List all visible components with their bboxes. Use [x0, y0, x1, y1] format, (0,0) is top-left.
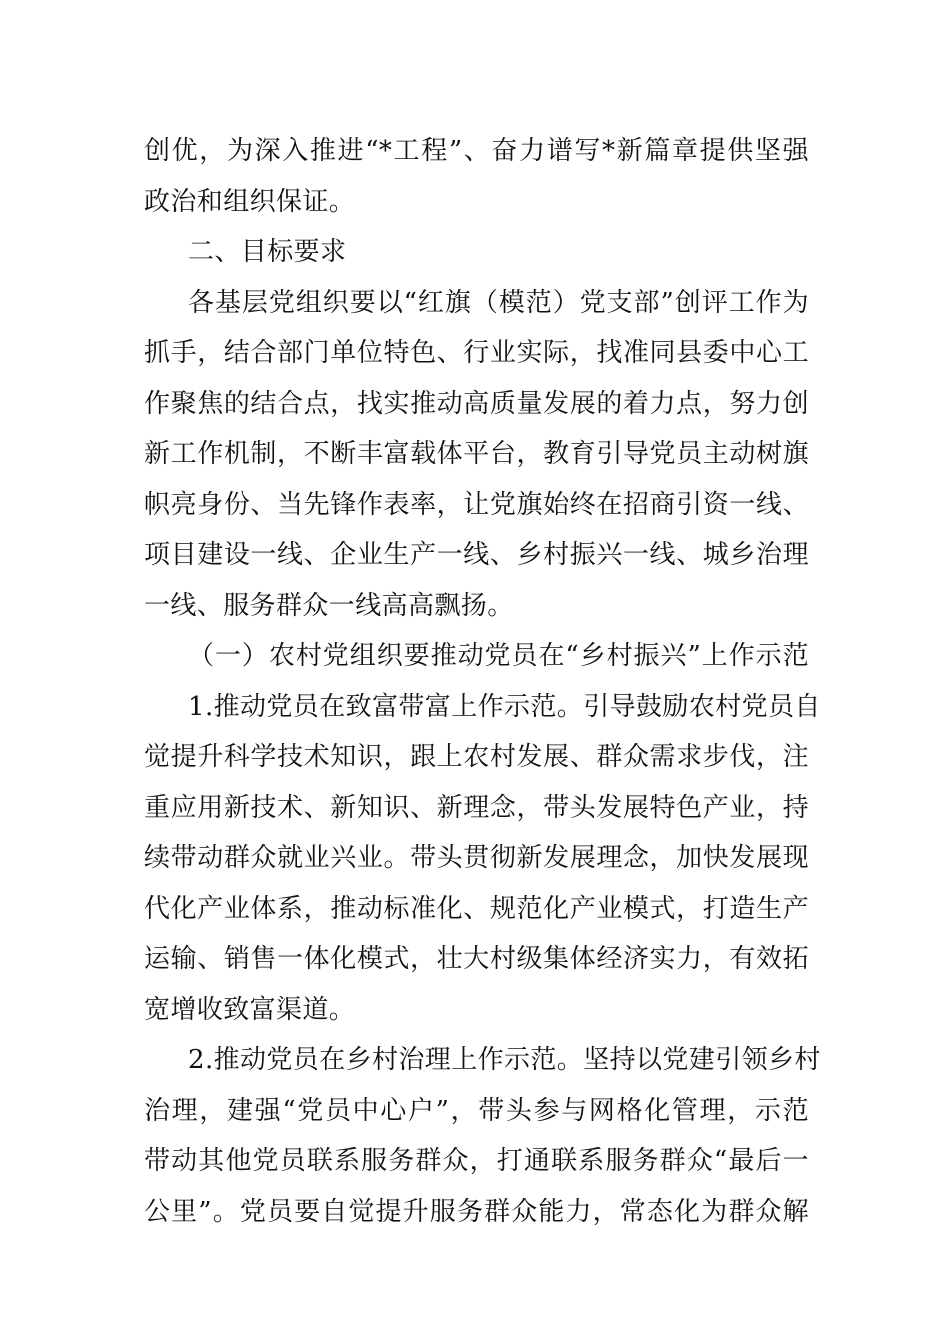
text-line: 抓手，结合部门单位特色、行业实际，找准同县委中心工	[144, 338, 809, 368]
text-line: 政治和组织保证。	[144, 186, 356, 217]
text-line: 续带动群众就业兴业。带头贯彻新发展理念，加快发展现	[144, 843, 809, 873]
text-line: 二、目标要求	[188, 237, 347, 267]
text-line: 代化产业体系，推动标准化、规范化产业模式，打造生产	[144, 893, 809, 924]
text-line: （一）农村党组织要推动党员在“乡村振兴”上作示范	[188, 641, 809, 671]
text-line: 帜亮身份、当先锋作表率，让党旗始终在招商引资一线、	[144, 489, 809, 520]
text-line: 项目建设一线、企业生产一线、乡村振兴一线、城乡治理	[144, 540, 809, 570]
text-line: 1.推动党员在致富带富上作示范。引导鼓励农村党员自	[188, 691, 821, 722]
text-line: 一线、服务群众一线高高飘扬。	[144, 590, 514, 621]
text-line: 重应用新技术、新知识、新理念，带头发展特色产业，持	[144, 792, 809, 823]
text-line: 觉提升科学技术知识，跟上农村发展、群众需求步伐，注	[144, 742, 809, 772]
text-line: 宽增收致富渠道。	[144, 994, 356, 1025]
text-line: 治理，建强“党员中心户”，带头参与网格化管理，示范	[144, 1095, 809, 1126]
text-line: 2.推动党员在乡村治理上作示范。坚持以党建引领乡村	[188, 1045, 821, 1075]
text-line: 作聚焦的结合点，找实推动高质量发展的着力点，努力创	[144, 388, 809, 419]
text-line: 公里”。党员要自觉提升服务群众能力，常态化为群众解	[144, 1196, 809, 1227]
text-line: 运输、销售一体化模式，壮大村级集体经济实力，有效拓	[144, 944, 809, 974]
text-line: 创优，为深入推进“*工程”、奋力谱写*新篇章提供坚强	[144, 136, 809, 166]
text-line: 带动其他党员联系服务群众，打通联系服务群众“最后一	[144, 1146, 809, 1176]
text-line: 新工作机制，不断丰富载体平台，教育引导党员主动树旗	[144, 439, 809, 469]
text-line: 各基层党组织要以“红旗（模范）党支部”创评工作为	[188, 287, 809, 318]
document-body	[144, 126, 821, 1237]
